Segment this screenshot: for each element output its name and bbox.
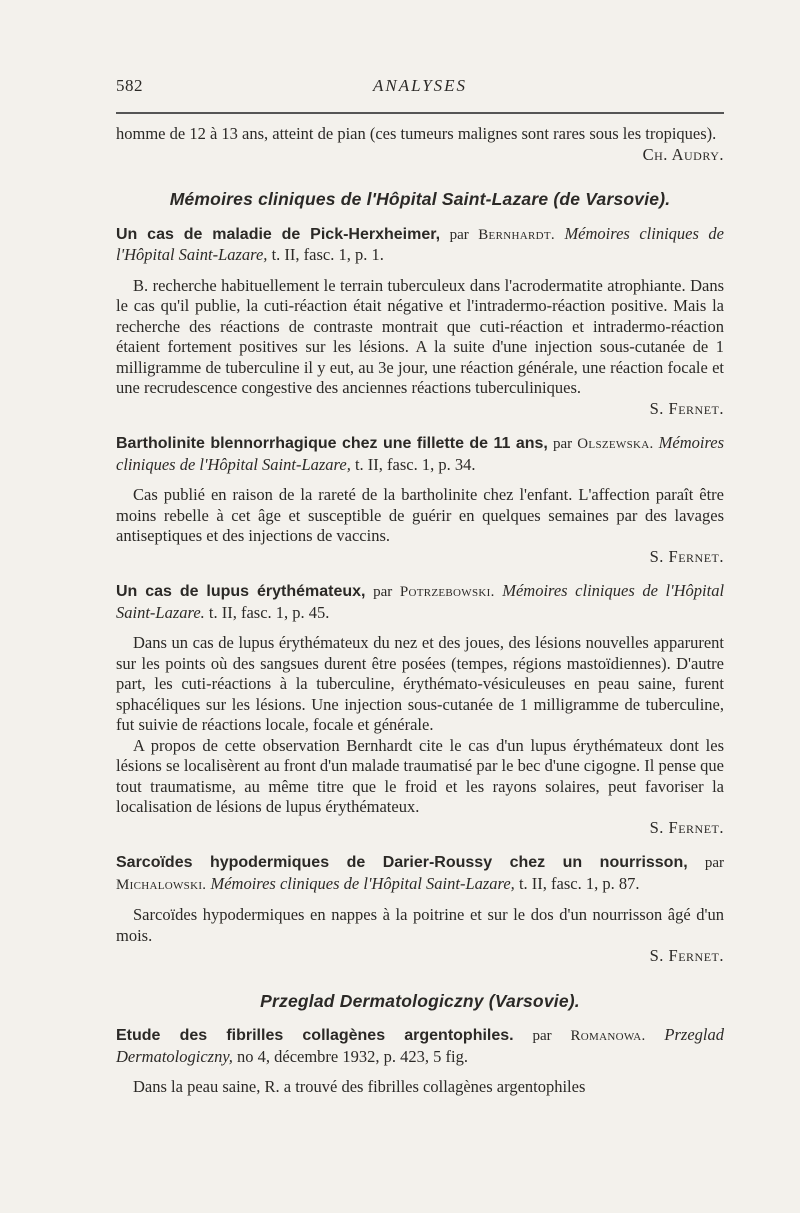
entry-paragraph: Sarcoïdes hypodermiques en nappes à la poitrine et sur le dos d'un nourrisson âgé d'un mois. <box>116 905 724 945</box>
entry-author: Michalowski. <box>116 876 207 893</box>
entry-signature: S. Fernet. <box>649 946 724 965</box>
entry-by: par <box>449 226 469 243</box>
entry-paragraph: Dans un cas de lupus érythémateux du nez et des joues, des lésions nouvelles apparurent sur les points où des sangsues durent être posées (tempes, régions mastoïdiennes). D'autre part, les cuti-réactions à la tuberculine, érythémato-vésiculeuses en peau saine, furent sphacéliques sur les lésions. Une injection sous-cutanée de 1 milligramme de tuberculine, fut suivie de réactions locale, focale et générale. <box>116 633 724 734</box>
running-head: ANALYSES <box>372 76 468 95</box>
journal-heading-przeglad: Przeglad Dermatologiczny (Varsovie). <box>260 990 580 1011</box>
entry-by: par <box>704 855 725 871</box>
entry-title-text: Etude des fibrilles collagènes argentophiles. <box>116 1027 514 1044</box>
entry-by: par <box>532 1028 552 1044</box>
entry-paragraph: Cas publié en raison de la rareté de la bartholinite chez l'enfant. L'affection paraît être moins rebelle à cet âge et susceptible de guérir en quelques semaines par des lavages antiseptiques et des injections de vaccins. <box>116 485 724 545</box>
entry-title-fibrilles <box>116 1025 724 1067</box>
entry-paragraph: Dans la peau saine, R. a trouvé des fibrilles collagènes argentophiles <box>133 1077 586 1096</box>
entry-source: Przeglad Dermatologiczny, <box>116 1025 725 1066</box>
entry-author: Potrzebowski. <box>399 584 495 600</box>
entry-signature: S. Fernet. <box>649 546 724 566</box>
entry-paragraph: A propos de cette observation Bernhardt cite le cas d'un lupus érythémateux dont les lésions se localisèrent au front d'un malade traumatisé par le bec d'une cigogne. Il pense que tout traumatisme, au même titre que le froid et les rayons solaires, peut favoriser la localisation de lésions de lupus érythémateux. <box>116 735 724 816</box>
entry-source: Mémoires cliniques de l'Hôpital Saint-Lazare. <box>116 581 725 622</box>
header-rule <box>116 112 724 114</box>
entry-reference: t. II, fasc. 1, p. 87. <box>518 873 640 893</box>
entry-author: Romanowa. <box>570 1028 646 1044</box>
entry-reference: t. II, fasc. 1, p. 34. <box>354 454 476 474</box>
intro-signature: Ch. Audry. <box>642 144 724 164</box>
entry-by: par <box>373 584 393 600</box>
entry-author: Bernhardt. <box>478 226 555 243</box>
page-header <box>116 76 724 102</box>
journal-heading-saint-lazare: Mémoires cliniques de l'Hôpital Saint-Lazare (de Varsovie). <box>169 189 671 209</box>
intro-text: homme de 12 à 13 ans, atteint de pian (ces tumeurs malignes sont rares sous les tropiques). <box>116 124 717 143</box>
page-number: 582 <box>116 76 143 95</box>
entry-author: Olszewska. <box>577 436 654 452</box>
entry-title-pick-herxheimer <box>116 224 724 266</box>
entry-title-sarcoides <box>116 852 724 895</box>
entry-reference: t. II, fasc. 1, p. 45. <box>208 602 330 622</box>
entry-source: Mémoires cliniques de l'Hôpital Saint-Lazare, <box>116 223 725 264</box>
entry-title-text: Sarcoïdes hypodermiques de Darier-Roussy chez un nourrisson, <box>116 854 688 871</box>
entry-title-text: Un cas de lupus érythémateux, <box>116 583 366 600</box>
page-body <box>116 124 724 1098</box>
intro-paragraph <box>116 124 724 164</box>
entry-title-lupus <box>116 581 724 623</box>
entry-title-text: Un cas de maladie de Pick-Herxheimer, <box>116 225 441 243</box>
entry-source: Mémoires cliniques de l'Hôpital Saint-Lazare, <box>210 873 515 893</box>
entry-reference: t. II, fasc. 1, p. 1. <box>271 245 384 264</box>
entry-source: Mémoires cliniques de l'Hôpital Saint-Lazare, <box>116 433 725 474</box>
entry-signature: S. Fernet. <box>649 398 724 418</box>
entry-signature: S. Fernet. <box>649 817 724 837</box>
entry-reference: no 4, décembre 1932, p. 423, 5 fig. <box>237 1046 468 1066</box>
entry-by: par <box>553 436 573 452</box>
entry-title-bartholinite <box>116 433 724 475</box>
entry-title-text: Bartholinite blennorrhagique chez une fillette de 11 ans, <box>116 435 548 452</box>
entry-paragraph: B. recherche habituellement le terrain tuberculeux dans l'acrodermatite atrophiante. Dans le cas qu'il publie, la cuti-réaction était négative et l'intradermo-réaction positive. Mais la recherche des réactions de contraste montrait que cuti-réaction et intradermo-réaction étaient fortement positives sur les lésions. A la suite d'une injection sous-cutanée de 1 milligramme de tuberculine il y eut, au 3e jour, une réaction générale, une réaction focale et une recrudescence congestive des anciennes réactions tuberculiniques. <box>116 275 724 397</box>
